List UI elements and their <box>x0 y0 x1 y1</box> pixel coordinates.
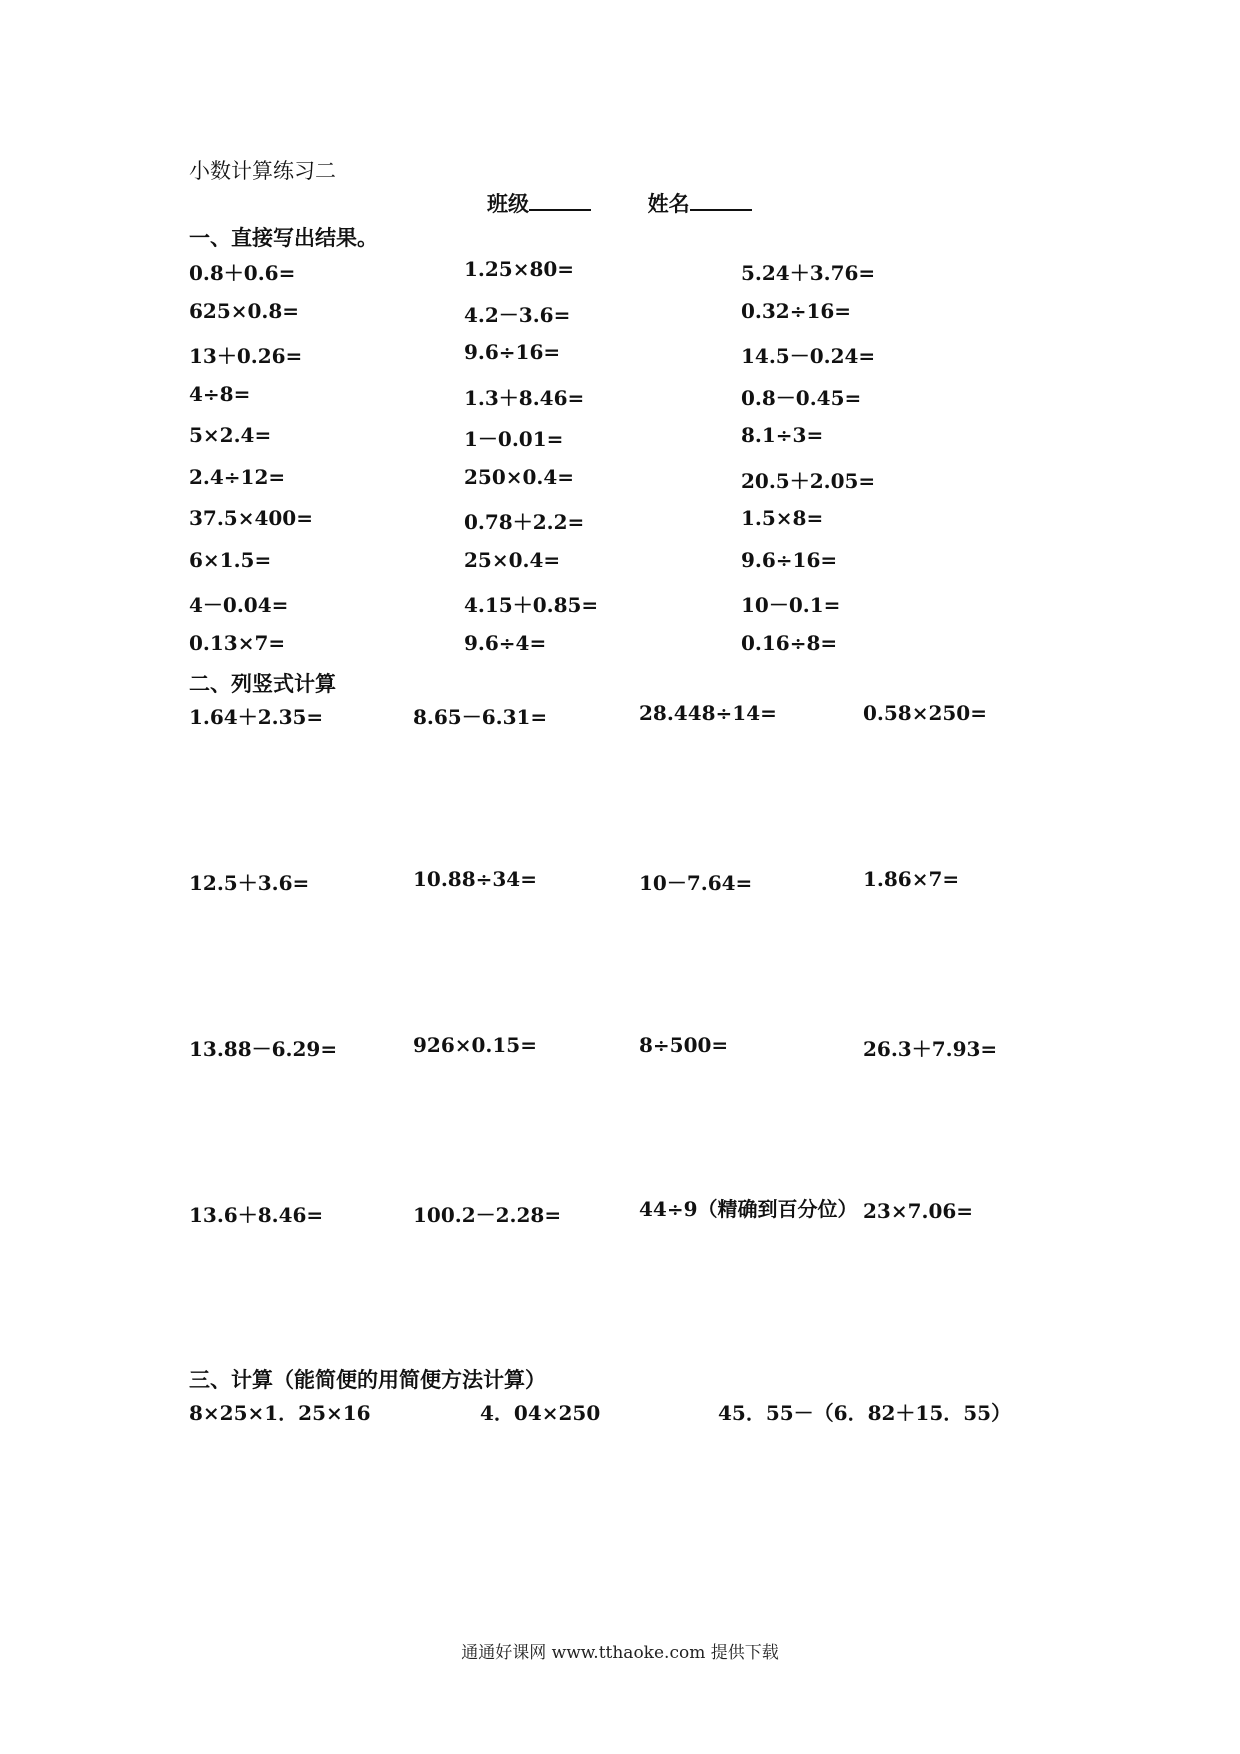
section3-problem: 8×25×1．25×16 <box>189 1401 371 1425</box>
direct-calc-problem: 4÷8= <box>189 382 251 406</box>
direct-calc-problem: 0.13×7= <box>189 631 286 655</box>
direct-calc-problem: 1.5×8= <box>741 506 824 530</box>
vertical-calc-problem: 100.2－2.28= <box>413 1203 562 1227</box>
direct-calc-problem: 10－0.1= <box>741 593 841 617</box>
direct-calc-problem: 13＋0.26= <box>189 344 303 368</box>
direct-calc-problem: 25×0.4= <box>464 548 561 572</box>
direct-calc-problem: 9.6÷16= <box>464 340 561 364</box>
section1-heading: 一、直接写出结果。 <box>189 225 378 250</box>
page-title: 小数计算练习二 <box>189 159 336 183</box>
vertical-calc-problem: 26.3＋7.93= <box>863 1037 998 1061</box>
direct-calc-problem: 250×0.4= <box>464 465 575 489</box>
vertical-calc-problem: 0.58×250= <box>863 701 987 725</box>
section3-problem: 4．04×250 <box>480 1401 601 1425</box>
direct-calc-problem: 0.8－0.45= <box>741 386 862 410</box>
vertical-calc-problem: 28.448÷14= <box>639 701 777 725</box>
direct-calc-problem: 37.5×400= <box>189 506 313 530</box>
vertical-calc-problem: 1.64＋2.35= <box>189 705 324 729</box>
class-name-row <box>487 187 752 218</box>
vertical-calc-problem: 12.5＋3.6= <box>189 871 310 895</box>
direct-calc-problem: 0.32÷16= <box>741 299 852 323</box>
direct-calc-problem: 4－0.04= <box>189 593 289 617</box>
page-footer: 通通好课网 www.tthaoke.com 提供下载 <box>461 1643 779 1663</box>
class-blank <box>529 187 591 211</box>
name-blank <box>690 187 752 211</box>
section3-problem: 45．55－（6．82＋15．55） <box>718 1401 1012 1425</box>
section3-heading: 三、计算（能简便的用简便方法计算） <box>189 1367 546 1392</box>
direct-calc-problem: 625×0.8= <box>189 299 300 323</box>
direct-calc-problem: 1－0.01= <box>464 427 564 451</box>
class-label: 班级 <box>487 191 529 216</box>
vertical-calc-problem: 44÷9（精确到百分位） <box>639 1197 858 1221</box>
direct-calc-problem: 5×2.4= <box>189 423 272 447</box>
direct-calc-problem: 0.8＋0.6= <box>189 261 296 285</box>
direct-calc-problem: 4.2－3.6= <box>464 303 571 327</box>
name-label: 姓名 <box>647 191 690 216</box>
vertical-calc-problem: 926×0.15= <box>413 1033 537 1057</box>
direct-calc-problem: 9.6÷16= <box>741 548 838 572</box>
vertical-calc-problem: 8.65－6.31= <box>413 705 548 729</box>
vertical-calc-problem: 10.88÷34= <box>413 867 537 891</box>
direct-calc-problem: 1.25×80= <box>464 257 575 281</box>
direct-calc-problem: 8.1÷3= <box>741 423 824 447</box>
direct-calc-problem: 4.15＋0.85= <box>464 593 599 617</box>
direct-calc-problem: 9.6÷4= <box>464 631 547 655</box>
vertical-calc-problem: 23×7.06= <box>863 1199 974 1223</box>
direct-calc-problem: 6×1.5= <box>189 548 272 572</box>
vertical-calc-problem: 13.88－6.29= <box>189 1037 338 1061</box>
direct-calc-problem: 0.16÷8= <box>741 631 838 655</box>
direct-calc-problem: 5.24＋3.76= <box>741 261 876 285</box>
vertical-calc-problem: 13.6＋8.46= <box>189 1203 324 1227</box>
direct-calc-problem: 0.78＋2.2= <box>464 510 585 534</box>
direct-calc-problem: 14.5－0.24= <box>741 344 876 368</box>
vertical-calc-problem: 1.86×7= <box>863 867 960 891</box>
direct-calc-problem: 2.4÷12= <box>189 465 286 489</box>
direct-calc-problem: 1.3＋8.46= <box>464 386 585 410</box>
direct-calc-problem: 20.5＋2.05= <box>741 469 876 493</box>
section2-heading: 二、列竖式计算 <box>189 671 336 696</box>
vertical-calc-problem: 8÷500= <box>639 1033 729 1057</box>
vertical-calc-problem: 10－7.64= <box>639 871 753 895</box>
